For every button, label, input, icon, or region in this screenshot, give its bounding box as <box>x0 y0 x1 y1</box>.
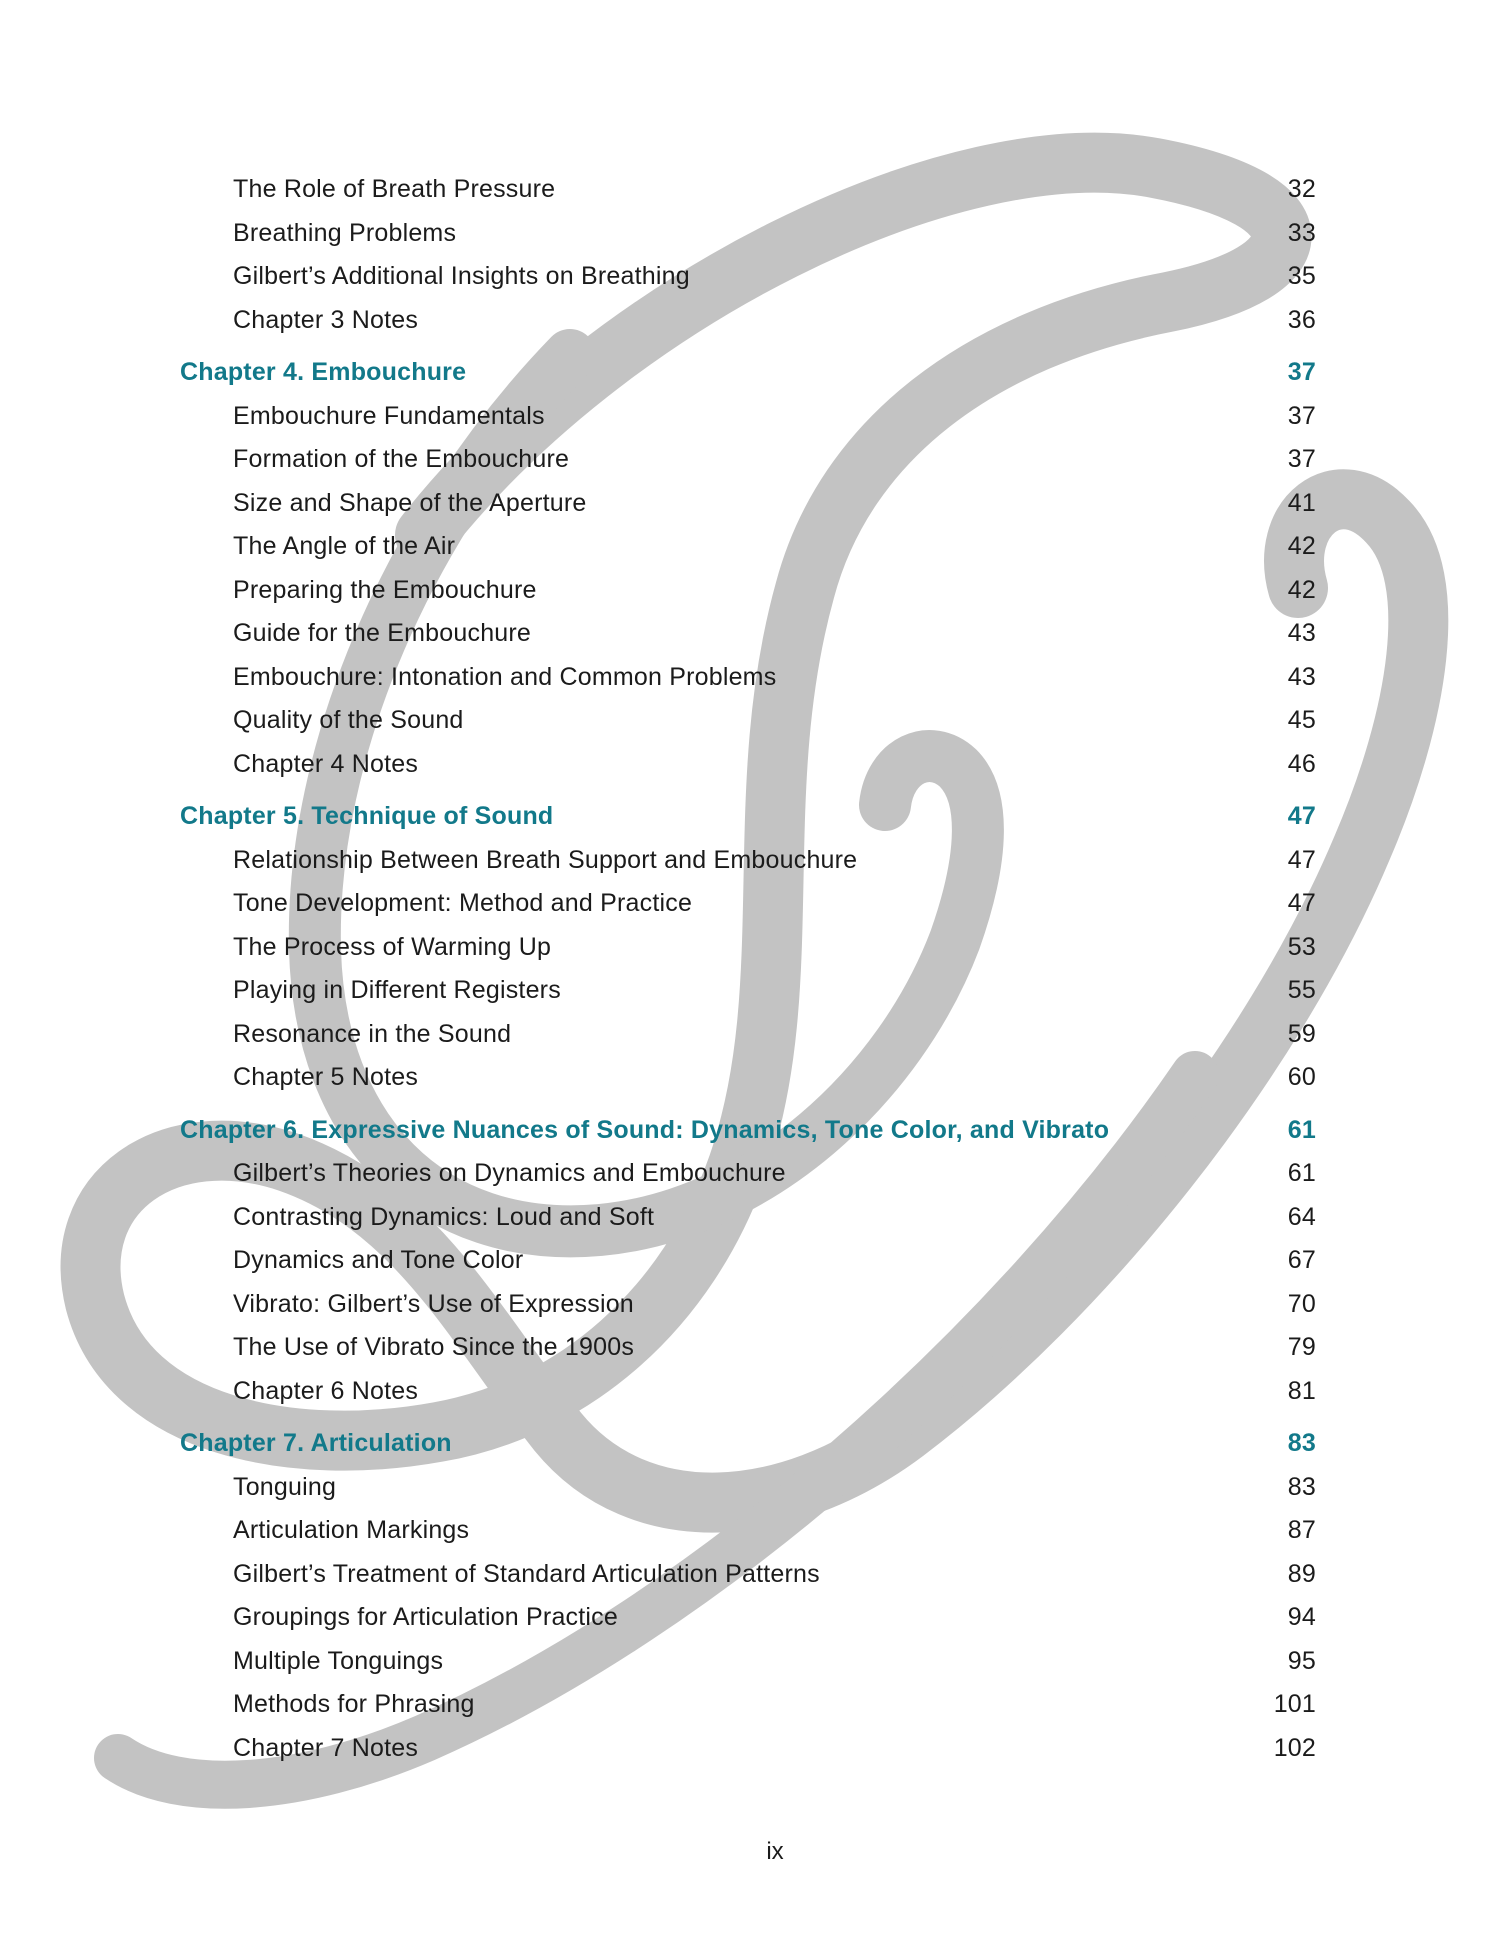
toc-entry <box>180 1152 1316 1196</box>
toc-entry-label: The Process of Warming Up <box>233 932 552 961</box>
toc-entry <box>180 969 1316 1013</box>
toc-entry <box>180 1422 1316 1466</box>
toc-entry-page-number: 33 <box>1287 218 1316 247</box>
toc-entry <box>180 1370 1316 1414</box>
toc-entry-page-number: 60 <box>1287 1063 1316 1092</box>
toc-entry <box>180 743 1316 787</box>
toc-entry-page-number: 37 <box>1287 445 1316 474</box>
toc-entry-label: Chapter 6. Expressive Nuances of Sound: Dynamics, Tone Color, and Vibrato <box>180 1115 1110 1144</box>
toc-entry <box>180 395 1316 439</box>
toc-entry-page-number: 42 <box>1287 575 1316 604</box>
toc-entry-page-number: 37 <box>1287 401 1316 430</box>
toc-entry-page-number: 43 <box>1287 662 1316 691</box>
toc-entry <box>180 168 1316 212</box>
toc-entry-page-number: 64 <box>1287 1202 1316 1231</box>
toc-entry <box>180 1553 1316 1597</box>
toc-entry-page-number: 61 <box>1287 1159 1316 1188</box>
toc-entry-page-number: 43 <box>1287 619 1316 648</box>
toc-entry-label: Quality of the Sound <box>233 706 464 735</box>
toc-entry <box>180 1196 1316 1240</box>
toc-entry-page-number: 36 <box>1287 305 1316 334</box>
toc-entry-page-number: 53 <box>1287 932 1316 961</box>
toc-entry-label: Resonance in the Sound <box>233 1019 512 1048</box>
toc-entry-label: Preparing the Embouchure <box>233 575 537 604</box>
toc-entry-page-number: 79 <box>1287 1333 1316 1362</box>
toc-entry-page-number: 46 <box>1287 749 1316 778</box>
toc-entry-label: Chapter 3 Notes <box>233 305 419 334</box>
toc-entry-label: Gilbert’s Treatment of Standard Articulation Patterns <box>233 1559 820 1588</box>
toc-entry <box>180 1326 1316 1370</box>
toc-entry-page-number: 35 <box>1287 262 1316 291</box>
toc-entry-label: Contrasting Dynamics: Loud and Soft <box>233 1202 655 1231</box>
toc-entry-label: Groupings for Articulation Practice <box>233 1603 618 1632</box>
toc-entry-page-number: 83 <box>1287 1429 1316 1458</box>
toc-entry <box>180 1466 1316 1510</box>
toc-entry-page-number: 81 <box>1287 1376 1316 1405</box>
toc-entry <box>180 926 1316 970</box>
toc-entry <box>180 1640 1316 1684</box>
toc-entry <box>180 438 1316 482</box>
toc-entry <box>180 1727 1316 1771</box>
toc-entry-page-number: 37 <box>1287 358 1316 387</box>
toc-entry-label: The Angle of the Air <box>233 532 456 561</box>
toc-entry-label: Vibrato: Gilbert’s Use of Expression <box>233 1289 634 1318</box>
toc-entry <box>180 1509 1316 1553</box>
toc-entry <box>180 1683 1316 1727</box>
toc-entry <box>180 612 1316 656</box>
footer-page-number: ix <box>766 1838 784 1865</box>
toc-entry <box>180 351 1316 395</box>
toc-entry <box>180 212 1316 256</box>
toc-entry-page-number: 41 <box>1287 488 1316 517</box>
toc-entry-label: The Use of Vibrato Since the 1900s <box>233 1333 635 1362</box>
toc-entry-label: Chapter 4. Embouchure <box>180 358 467 387</box>
toc-entry <box>180 1013 1316 1057</box>
toc-entry-label: Articulation Markings <box>233 1516 470 1545</box>
toc-entry-page-number: 102 <box>1273 1733 1316 1762</box>
toc-entry-label: Methods for Phrasing <box>233 1690 475 1719</box>
toc-entry <box>180 569 1316 613</box>
toc-entry <box>180 299 1316 343</box>
toc-entry-page-number: 83 <box>1287 1472 1316 1501</box>
toc-entry-page-number: 70 <box>1287 1289 1316 1318</box>
toc-entry-page-number: 42 <box>1287 532 1316 561</box>
toc-entry-label: Chapter 4 Notes <box>233 749 419 778</box>
toc-entry-page-number: 101 <box>1273 1690 1316 1719</box>
toc-entry-page-number: 47 <box>1287 802 1316 831</box>
toc-entry <box>180 1283 1316 1327</box>
toc-entry <box>180 1056 1316 1100</box>
toc-entry-label: Guide for the Embouchure <box>233 619 532 648</box>
toc-entry <box>180 882 1316 926</box>
toc-entry-page-number: 32 <box>1287 175 1316 204</box>
toc-entry-label: Chapter 5. Technique of Sound <box>180 802 554 831</box>
toc-entry-label: Playing in Different Registers <box>233 976 561 1005</box>
toc-entry <box>180 482 1316 526</box>
toc-entry <box>180 839 1316 883</box>
toc-entry <box>180 1596 1316 1640</box>
toc-entry-label: Embouchure: Intonation and Common Problems <box>233 662 777 691</box>
toc-entry-label: Multiple Tonguings <box>233 1646 444 1675</box>
toc-entry <box>180 255 1316 299</box>
toc-entry-page-number: 95 <box>1287 1646 1316 1675</box>
toc-entry-label: Chapter 6 Notes <box>233 1376 419 1405</box>
toc-entry <box>180 795 1316 839</box>
toc-entry-label: Chapter 7. Articulation <box>180 1429 452 1458</box>
toc-entry-label: Formation of the Embouchure <box>233 445 570 474</box>
toc-entry-page-number: 45 <box>1287 706 1316 735</box>
toc-entry-page-number: 94 <box>1287 1603 1316 1632</box>
toc-entry-label: Tone Development: Method and Practice <box>233 889 693 918</box>
toc-entry-page-number: 89 <box>1287 1559 1316 1588</box>
toc-entry-page-number: 55 <box>1287 976 1316 1005</box>
toc-entry-label: Gilbert’s Theories on Dynamics and Embouchure <box>233 1159 786 1188</box>
toc-entry-label: Chapter 5 Notes <box>233 1063 419 1092</box>
table-of-contents <box>180 168 1316 1770</box>
toc-entry-label: Breathing Problems <box>233 218 457 247</box>
toc-entry-label: The Role of Breath Pressure <box>233 175 556 204</box>
toc-entry-label: Gilbert’s Additional Insights on Breathing <box>233 262 690 291</box>
toc-entry-page-number: 47 <box>1287 889 1316 918</box>
toc-entry-page-number: 67 <box>1287 1246 1316 1275</box>
toc-entry <box>180 1239 1316 1283</box>
toc-entry <box>180 656 1316 700</box>
toc-entry-page-number: 59 <box>1287 1019 1316 1048</box>
toc-entry <box>180 525 1316 569</box>
toc-entry-label: Size and Shape of the Aperture <box>233 488 587 517</box>
toc-entry-page-number: 61 <box>1287 1115 1316 1144</box>
toc-entry-label: Dynamics and Tone Color <box>233 1246 524 1275</box>
toc-entry-label: Embouchure Fundamentals <box>233 401 545 430</box>
toc-entry-label: Tonguing <box>233 1472 337 1501</box>
toc-entry-label: Chapter 7 Notes <box>233 1733 419 1762</box>
toc-entry-label: Relationship Between Breath Support and Embouchure <box>233 845 858 874</box>
toc-entry <box>180 1109 1316 1153</box>
toc-entry <box>180 699 1316 743</box>
toc-entry-page-number: 47 <box>1287 845 1316 874</box>
toc-entry-page-number: 87 <box>1287 1516 1316 1545</box>
